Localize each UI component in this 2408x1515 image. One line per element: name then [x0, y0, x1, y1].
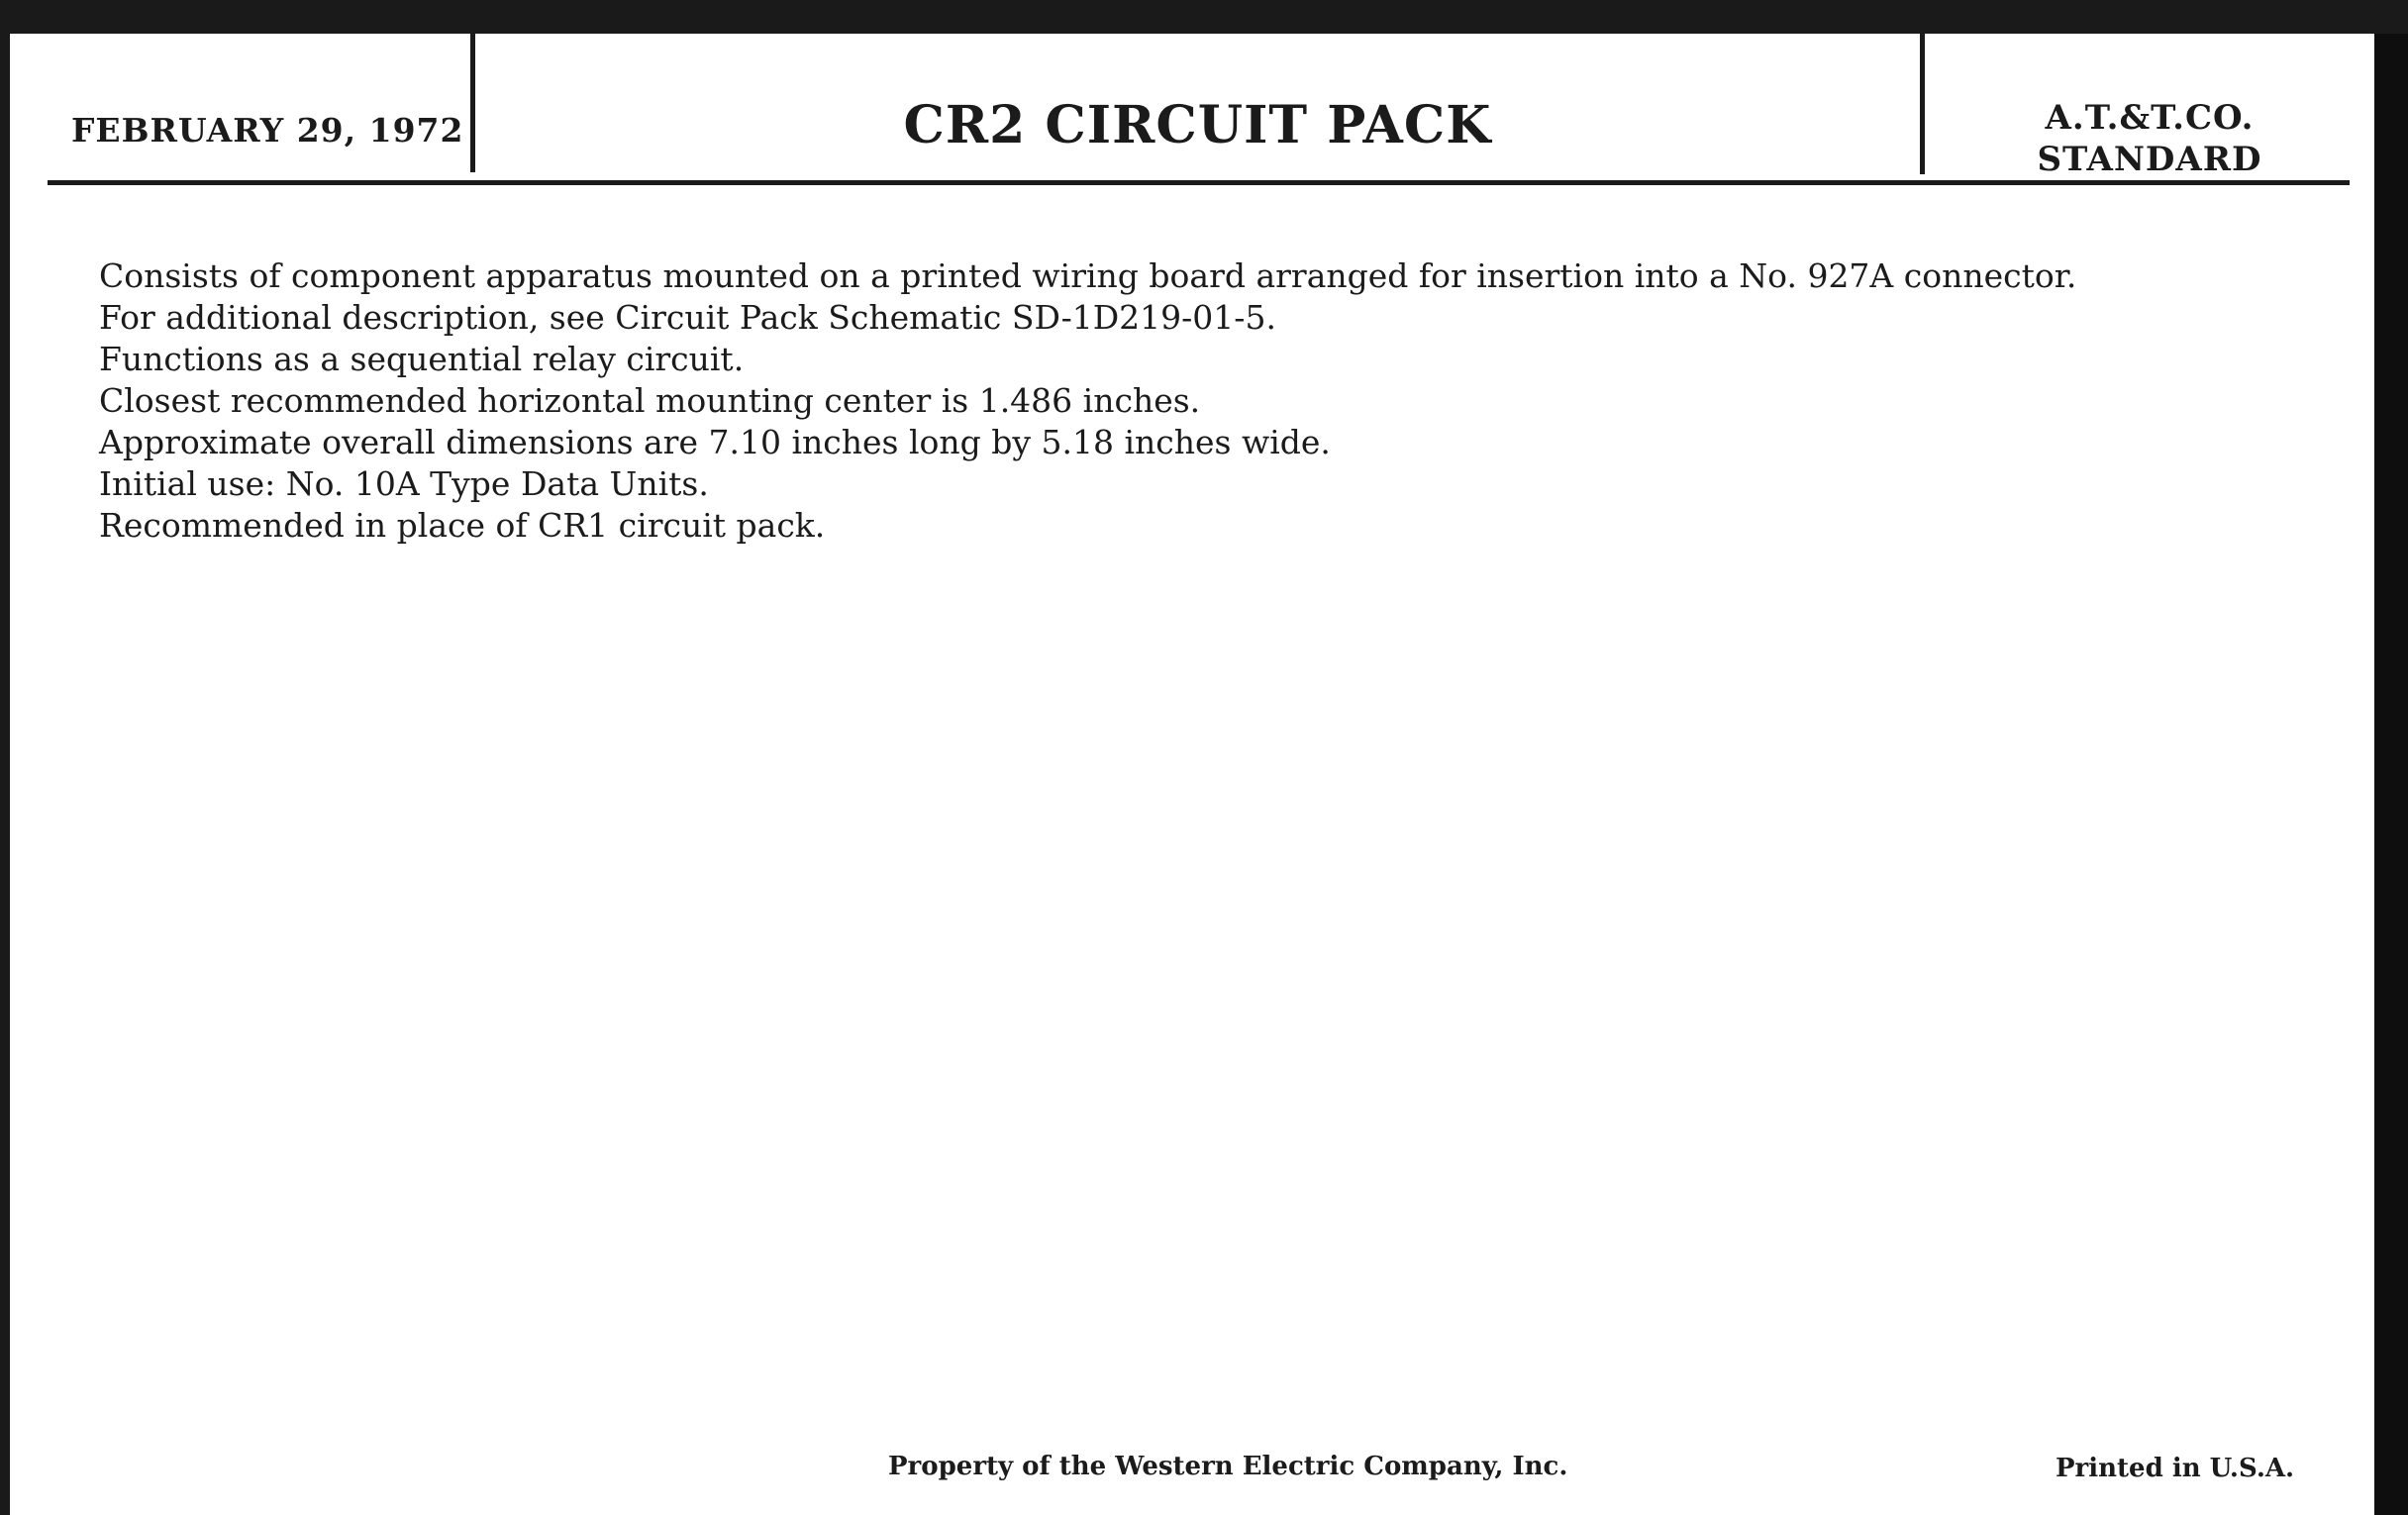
- standard-label: [1925, 97, 2374, 180]
- description-line: Initial use: No. 10A Type Data Units.: [99, 464, 709, 503]
- description-line: Consists of component apparatus mounted on a printed wiring board arranged for insertion into a No. 927A connector.: [99, 256, 2077, 295]
- specification-card: [10, 34, 2374, 1515]
- description-body: [99, 255, 2076, 547]
- standard-line-1: A.T.&T.CO.: [2045, 98, 2255, 138]
- standard-line-2: STANDARD: [2037, 140, 2262, 179]
- issue-date: FEBRUARY 29, 1972: [71, 111, 464, 150]
- description-line: Recommended in place of CR1 circuit pack.: [99, 506, 826, 545]
- description-line: Closest recommended horizontal mounting center is 1.486 inches.: [99, 381, 1201, 420]
- description-line: For additional description, see Circuit Pack Schematic SD-1D219-01-5.: [99, 298, 1276, 337]
- property-notice: Property of the Western Electric Company, Inc.: [888, 1452, 1568, 1481]
- scan-edge: [2374, 34, 2408, 1515]
- document-title: CR2 CIRCUIT PACK: [903, 95, 1492, 155]
- description-line: Functions as a sequential relay circuit.: [99, 340, 745, 378]
- header-rule: [48, 180, 2350, 185]
- printed-notice: Printed in U.S.A.: [2056, 1454, 2295, 1483]
- description-line: Approximate overall dimensions are 7.10 inches long by 5.18 inches wide.: [99, 423, 1331, 461]
